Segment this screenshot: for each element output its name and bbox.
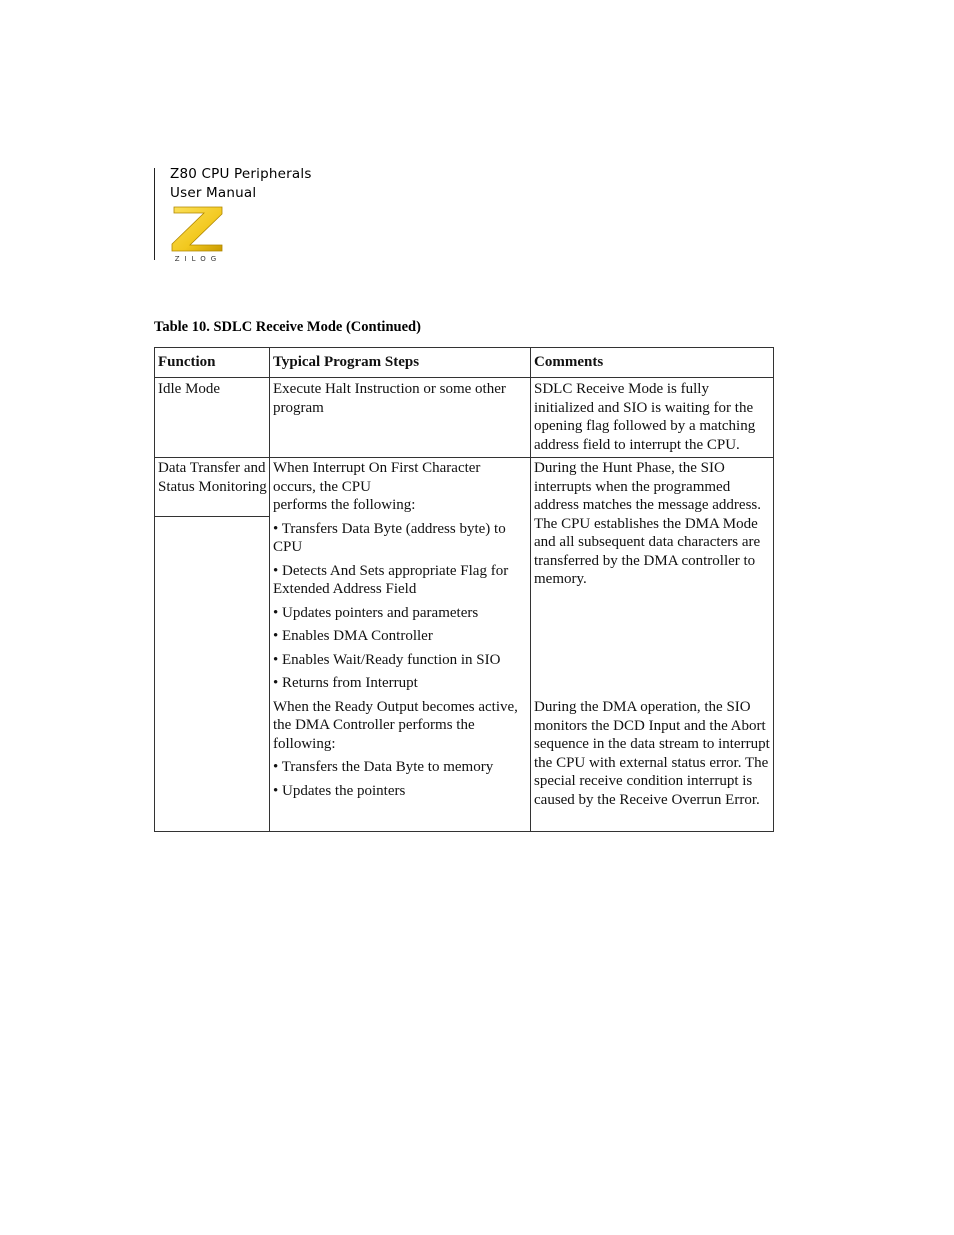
row1-function: Idle Mode [158,381,221,397]
header-comments: Comments [534,354,604,370]
row2-function: Data Transfer and Status Monitoring [158,460,267,495]
header-rule [154,168,155,260]
header-function: Function [158,354,216,370]
list-item: • Enables DMA Controller [273,628,433,644]
list-item: • Detects And Sets appropriate Flag for Extended Address Field [273,562,509,597]
header-subtitle: User Manual [170,185,257,201]
table-caption: Table 10. SDLC Receive Mode (Continued) [154,319,421,335]
row1-comments: SDLC Receive Mode is fully initialized and SIO is waiting for the opening flag followed by a matching address field to interrupt the CPU. [534,381,756,453]
zilog-logo-graphic [170,205,226,263]
row2-comments-2: During the DMA operation, the SIO monitors the DCD Input and the Abort sequence in the data stream to interrupt the CPU with external status error. The special receive condition interrupt is caused by the Receive Overrun Error. [534,699,770,808]
list-item: • Enables Wait/Ready function in SIO [273,651,501,668]
col-divider-2 [530,348,531,831]
steps-intro-3: When the Ready Output becomes active, the DMA Controller performs the following: [273,698,518,752]
list-item: • Returns from Interrupt [273,675,418,691]
header-steps: Typical Program Steps [273,354,420,370]
row2-steps [273,459,527,800]
row1-steps: Execute Halt Instruction or some other program [273,381,506,416]
list-item: • Transfers Data Byte (address byte) to CPU [273,520,506,555]
function-cell-divider [155,516,269,517]
running-header [170,165,312,203]
steps-intro-2: performs the following: [273,497,416,513]
header-title: Z80 CPU Peripherals [170,166,312,182]
list-item: • Transfers the Data Byte to memory [273,759,494,775]
sdlc-table [154,347,774,832]
list-item: • Updates pointers and parameters [273,604,479,621]
steps-intro: When Interrupt On First Character occurs, the CPU [273,460,481,495]
row2-comments-1: During the Hunt Phase, the SIO interrupts when the programmed address matches the message address. The CPU establishes the DMA Mode and all subsequent data characters are transferred by the DMA controller to memory. [534,460,762,587]
logo-wordmark: ZILOG [174,255,222,263]
col-divider-1 [269,348,270,831]
row-divider [155,457,773,458]
zilog-logo [170,205,226,263]
list-item: • Updates the pointers [273,782,406,799]
header-divider [155,377,773,378]
